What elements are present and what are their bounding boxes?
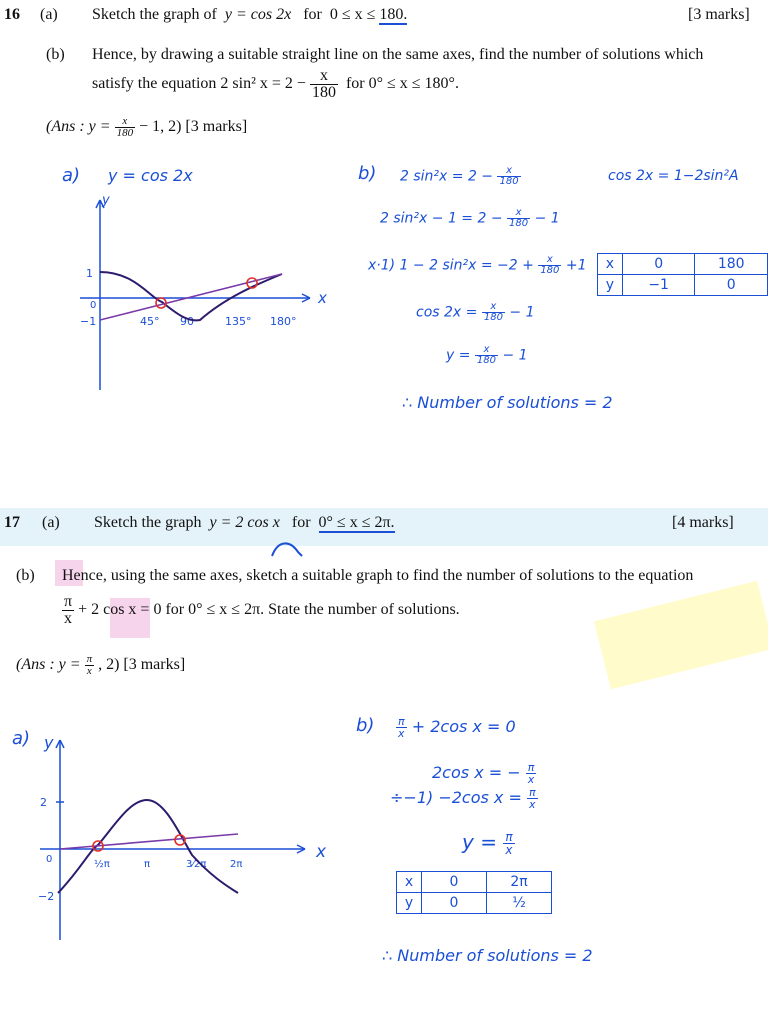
q16-work-b-label: b) — [358, 163, 377, 184]
x-tick: 180° — [270, 315, 297, 328]
x-tick: 90 — [180, 315, 194, 328]
q16-part-b-line2: satisfy the equation 2 sin² x = 2 − $\frac{x}{180}$ for 0° ≤ x ≤ 180°. — [92, 67, 459, 101]
table-row: x 0 180 — [598, 254, 768, 275]
q17-part-a-text: Sketch the graph y = 2 cos x for 0° ≤ x ≤ 2π. — [94, 514, 395, 531]
q16-work-identity: cos 2x = 1−2sin²A — [608, 168, 739, 184]
q16-graph — [60, 190, 340, 395]
q17-work-line1: $\frac{\pi}{x}$ + 2cos x = 0 — [398, 715, 516, 740]
q16-work-a-eq: y = cos 2x — [108, 166, 193, 185]
q16-work-line2: 2 sin²x − 1 = 2 − $\frac{x}{180}$ − 1 — [380, 207, 560, 229]
part-b-label: (b) — [16, 567, 35, 584]
y-axis-label: y — [44, 733, 54, 752]
table-row: y −1 0 — [598, 275, 768, 296]
q17-answer: (Ans : y = $\frac{\pi}{x}$ , 2) [3 marks] — [16, 653, 186, 677]
y-tick: 0 — [46, 854, 53, 865]
straight-line — [60, 834, 238, 849]
curve-sketch-icon — [268, 538, 308, 560]
q16-work-line1: 2 sin²x = 2 − $\frac{x}{180}$ — [400, 165, 519, 187]
y-axis-label: y — [102, 193, 110, 208]
marks: [3 marks] — [688, 6, 750, 23]
x-tick: 2π — [230, 859, 243, 870]
x-tick: 135° — [225, 315, 252, 328]
q16-work-line3: x·1) 1 − 2 sin²x = −2 + $\frac{x}{180}$ +1 — [368, 254, 587, 276]
x-axis-label: x — [316, 842, 327, 862]
x-tick: π — [144, 859, 151, 870]
x-tick: ½π — [94, 859, 110, 870]
q16-part-a-text: Sketch the graph of y = cos 2x for 0 ≤ x ≤ 180. — [92, 6, 408, 23]
q17-work-line3: ÷−1) −2cos x = $\frac{\pi}{x}$ — [390, 786, 536, 811]
straight-line — [100, 274, 282, 320]
question-17-number: 17 — [4, 514, 20, 531]
y-tick: 0 — [90, 300, 97, 311]
q17-work-line4: y = $\frac{\pi}{x}$ — [462, 830, 513, 857]
q17-work-b-label: b) — [356, 715, 375, 736]
part-a-label: (a) — [40, 6, 58, 23]
q17-work-line2: 2cos x = − $\frac{\pi}{x}$ — [432, 761, 535, 786]
table-row: y 0 ½ — [397, 893, 552, 914]
q17-conclusion: ∴ Number of solutions = 2 — [382, 946, 593, 965]
q16-value-table — [597, 253, 768, 296]
question-16-number: 16 — [4, 6, 20, 23]
x-tick: 3⁄2π — [186, 859, 207, 870]
y-tick: 1 — [86, 267, 93, 280]
y-tick: −1 — [80, 315, 97, 328]
marks: [4 marks] — [672, 514, 734, 531]
q17-part-b-line1: Hence, using the same axes, sketch a suitable graph to find the number of solutions to the equation — [62, 567, 694, 584]
q17-work-a-label: a) — [12, 728, 31, 749]
q17-part-b-line2: $\frac{\pi}{x}$ + 2 cos x = 0 for 0° ≤ x ≤ 2π. State the number of solutions. — [64, 593, 460, 627]
q16-conclusion: ∴ Number of solutions = 2 — [402, 393, 613, 412]
x-tick: 45° — [140, 315, 160, 328]
y-tick: −2 — [38, 890, 55, 903]
part-b-label: (b) — [46, 46, 65, 63]
table-row: x 0 2π — [397, 872, 552, 893]
q16-work-a-label: a) — [62, 165, 81, 186]
highlight-mark — [594, 581, 768, 690]
q16-work-line5: y = $\frac{x}{180}$ − 1 — [446, 344, 528, 366]
y-tick: 2 — [40, 796, 47, 809]
part-a-label: (a) — [42, 514, 60, 531]
x-axis-label: x — [318, 289, 327, 307]
q16-work-line4: cos 2x = $\frac{x}{180}$ − 1 — [416, 301, 535, 323]
q16-part-b-line1: Hence, by drawing a suitable straight line on the same axes, find the number of solutions which — [92, 46, 704, 63]
q16-answer: (Ans : y = $\frac{x}{180}$ − 1, 2) [3 marks] — [46, 115, 248, 139]
q17-graph — [20, 730, 350, 945]
q17-value-table — [396, 871, 552, 914]
